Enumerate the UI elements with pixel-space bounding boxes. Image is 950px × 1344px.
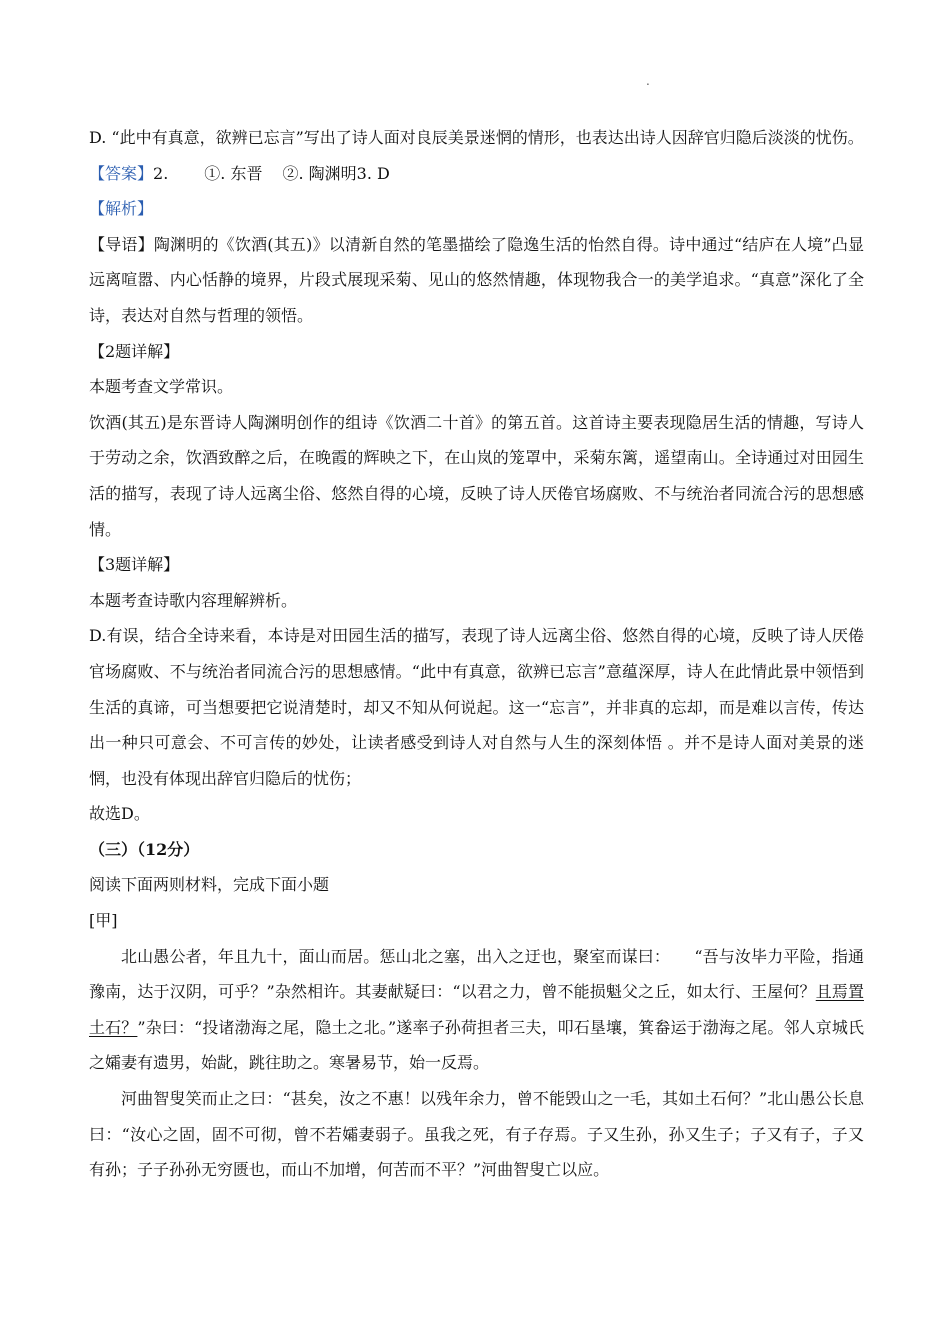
q2-body: 饮酒(其五)是东晋诗人陶渊明创作的组诗《饮酒二十首》的第五首。这首诗主要表现隐居生活的情趣，写诗人于劳动之余，饮酒致醉之后，在晚霞的辉映之下，在山岚的笼罩中，采菊东篱，遥望南山。全诗通过对田园生活的描写，表现了诗人远离尘俗、悠然自得的心境，反映了诗人厌倦官场腐败、不与统治者同流合污的思想感情。 [89,412,864,539]
analysis-line [89,191,864,227]
q2-title: 【2题详解】 [89,341,180,361]
para1-part-b: ”杂曰：“投诸渤海之尾，隐土之北。”遂率子孙荷担者三夫，叩石垦壤，箕畚运于渤海之尾。邻人京城氏之孀妻有遗男，始龀，跳往助之。寒暑易节，始一反焉。 [89,1017,864,1073]
section3-title: （三）（12分） [89,839,200,859]
answer-q2-a1: ①. 东晋 [204,163,263,183]
material-paragraph-2: 河曲智叟笑而止之曰：“甚矣，汝之不惠！以残年余力，曾不能毁山之一毛，其如土石何？”北山愚公长息曰：“汝心之固，固不可彻，曾不若孀妻弱子。虽我之死，有子存焉。子又生孙，孙又生子；子又有子，子又有孙；子子孙孙无穷匮也，而山不加增，何苦而不平？”河曲智叟亡以应。 [89,1089,864,1180]
analysis-tag: 【解析】 [89,199,154,219]
section3-instruction: 阅读下面两则材料，完成下面小题 [89,875,330,895]
document-page [89,120,864,1188]
q3-body: D.有误，结合全诗来看，本诗是对田园生活的描写，表现了诗人远离尘俗、悠然自得的心境，反映了诗人厌倦官场腐败、不与统治者同流合污的思想感情。“此中有真意，欲辨已忘言”意蕴深厚，诗人在此情此景中领悟到生活的真谛，可当想要把它说清楚时，却又不知从何说起。这一“忘言”，并非真的忘却，而是难以言传，传达出一种只可意会、不可言传的妙处，让读者感受到诗人对自然与人生的深刻体悟 。并不是诗人面对美景的迷惘，也没有体现出辞官归隐后的忧伤； [89,626,864,788]
answer-tag: 【答案】 [89,163,154,183]
para1-part-a: 北山愚公者，年且九十，面山而居。惩山北之塞，出入之迂也，聚室而谋曰： “吾与汝毕力平险，指通豫南，达于汉阴，可乎？”杂然相许。其妻献疑曰：“以君之力，曾不能损魁父之丘，如太行、王屋何？ [89,946,864,1002]
intro-paragraph: 【导语】陶渊明的《饮酒(其五)》以清新自然的笔墨描绘了隐逸生活的怡然自得。诗中通过“结庐在人境”凸显远离喧嚣、内心恬静的境界，片段式展现采菊、见山的悠然情趣，体现物我合一的美学追求。“真意”深化了全诗，表达对自然与哲理的领悟。 [89,234,864,325]
q2-line1: 本题考查文学常识。 [89,377,234,397]
answer-q2-a2: ②. 陶渊明 [282,163,357,183]
answer-line [89,156,864,192]
para1-underlined: 且焉置土石？ [89,982,864,1037]
answer-q2-label: 2. [153,163,169,183]
q3-title: 【3题详解】 [89,555,180,575]
material-paragraph-1 [89,939,864,1081]
material-jia-label: [甲] [89,911,118,931]
answer-q3: 3. D [356,163,390,183]
page-top-mark: . [646,74,650,88]
q3-line1: 本题考查诗歌内容理解辨析。 [89,590,298,610]
q3-conclusion: 故选D。 [89,804,150,824]
option-d-text: D. “此中有真意，欲辨已忘言”写出了诗人面对良辰美景迷惘的情形，也表达出诗人因辞官归隐后淡淡的忧伤。 [89,128,864,147]
